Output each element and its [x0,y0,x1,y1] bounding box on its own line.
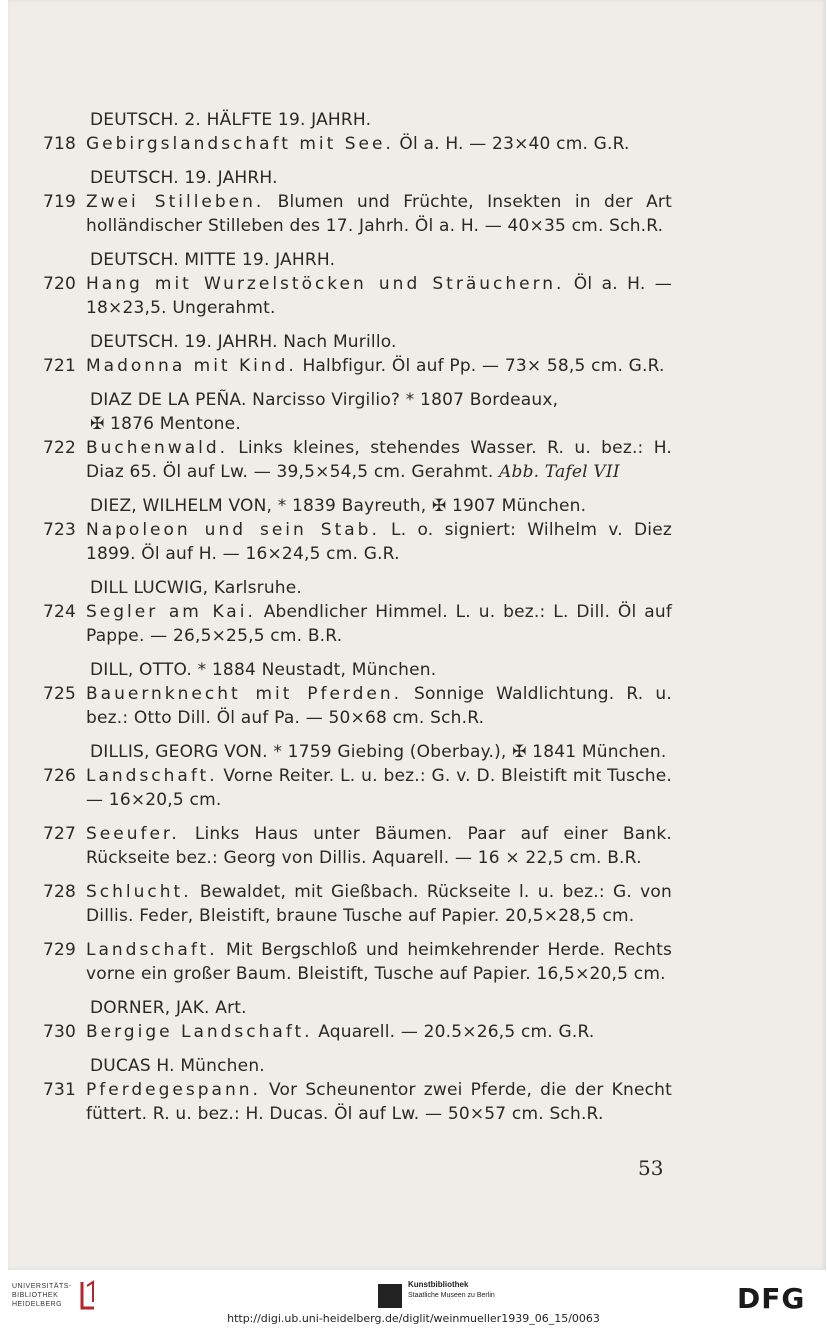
artist-heading: DILL LUCWIG, Karlsruhe. [90,578,303,598]
spacer [8,648,826,658]
lot-title: Hang mit Wurzelstöcken und Sträuchern. [86,274,565,294]
artist-heading: DORNER, JAK. Art. [90,998,247,1018]
kb-subtitle: Staatliche Museen zu Berlin [408,1292,495,1299]
lot-number: 718 [42,134,76,154]
lot-description [86,272,672,320]
lot-title: Landschaft. [86,940,218,960]
catalog-entries [8,108,826,1126]
catalog-entry [8,518,826,566]
lot-title: Bergige Landschaft. [86,1022,313,1042]
lot-description [86,938,672,986]
lot-description [86,880,672,928]
artist-heading: DILLIS, GEORG VON. * 1759 Giebing (Oberbay.), ✠ 1841 München. [90,742,667,762]
kb-name: Kunstbibliothek [408,1280,469,1289]
artist-block [8,320,826,378]
catalog-entry [8,272,826,320]
lot-number: 719 [42,192,76,212]
dfg-logo: DFG [737,1282,806,1315]
lot-description [86,354,672,378]
lot-details: Öl a. H. — 23×40 cm. G.R. [399,134,630,154]
lot-description [86,132,672,156]
lot-details: Links Haus unter Bäumen. Paar auf einer Bank. Rückseite bez.: Georg von Dillis. Aquarell. — 16 × 22,5 cm. B.R. [86,824,672,868]
artist-block [8,156,826,238]
lot-title: Pferdegespann. [86,1080,261,1100]
lot-details: Abendlicher Himmel. L. u. bez.: L. Dill. Öl auf Pappe. — 26,5×25,5 cm. B.R. [86,602,673,646]
spacer [8,986,826,996]
lot-number: 725 [42,684,76,704]
catalog-entry [8,822,826,870]
catalog-entry [8,880,826,928]
lot-title: Napoleon und sein Stab. [86,520,380,540]
artist-block [8,378,826,484]
artist-heading: DEUTSCH. MITTE 19. JAHRH. [90,250,336,270]
spacer [8,378,826,388]
catalog-entry [8,682,826,730]
lot-title: Zwei Stilleben. [86,192,265,212]
lot-title: Seeufer. [86,824,180,844]
lot-title: Gebirgslandschaft mit See. [86,134,394,154]
lot-number: 728 [42,882,76,902]
kunstbibliothek-mark-icon [378,1284,402,1308]
artist-heading-cont: ✠ 1876 Mentone. [90,414,241,434]
artist-block [8,986,826,1044]
lot-description [86,682,672,730]
lot-title: Buchenwald. [86,438,229,458]
lot-title: Madonna mit Kind. [86,356,297,376]
artist-heading: DEUTSCH. 19. JAHRH. [90,168,278,188]
catalog-entry [8,190,826,238]
lot-description [86,600,672,648]
lot-title: Landschaft. [86,766,218,786]
artist-heading: DILL, OTTO. * 1884 Neustadt, München. [90,660,437,680]
catalog-entry [8,354,826,378]
lot-number: 722 [42,438,76,458]
artist-block [8,108,826,156]
artist-heading: DEUTSCH. 19. JAHRH. Nach Murillo. [90,332,397,352]
lot-number: 731 [42,1080,76,1100]
lot-number: 720 [42,274,76,294]
spacer [8,566,826,576]
lot-number: 730 [42,1022,76,1042]
catalog-entry [8,132,826,156]
artist-block [8,484,826,566]
lot-details: Links kleines, stehendes Wasser. R. u. bez.: H. Diaz 65. Öl auf Lw. — 39,5×54,5 cm. Gerahmt. [86,438,672,482]
lot-details: Vorne Reiter. L. u. bez.: G. v. D. Bleistift mit Tusche. — 16×20,5 cm. [86,766,673,810]
spacer [8,1044,826,1054]
lot-details: Blumen und Früchte, Insekten in der Art holländischer Stilleben des 17. Jahrh. Öl a. H. — 40×35 cm. Sch.R. [86,192,672,236]
artist-block [8,648,826,730]
lot-description [86,1020,672,1044]
heidelberg-logo-icon [78,1278,98,1312]
artist-block [8,238,826,320]
lot-details: Halbfigur. Öl auf Pp. — 73× 58,5 cm. G.R. [302,356,665,376]
lot-details: L. o. signiert: Wilhelm v. Diez 1899. Öl auf H. — 16×24,5 cm. G.R. [86,520,672,564]
artist-heading: DIEZ, WILHELM VON, * 1839 Bayreuth, ✠ 1907 München. [90,496,587,516]
lot-description [86,1078,672,1126]
catalog-entry [8,1078,826,1126]
lot-number: 726 [42,766,76,786]
university-library-label [12,1282,72,1309]
catalog-entry [8,764,826,812]
lot-details: Vor Scheunentor zwei Pferde, die der Knecht füttert. R. u. bez.: H. Ducas. Öl auf Lw. — 50×57 cm. Sch.R. [86,1080,672,1124]
lot-details: Bewaldet, mit Gießbach. Rückseite l. u. bez.: G. von Dillis. Feder, Bleistift, braune Tusche auf Papier. 20,5×28,5 cm. [86,882,672,926]
scanned-page [8,0,826,1270]
lot-description [86,436,672,484]
lot-title: Segler am Kai. [86,602,256,622]
catalog-entry [8,938,826,986]
spacer [8,484,826,494]
lot-details: Aquarell. — 20.5×26,5 cm. G.R. [318,1022,595,1042]
lot-description [86,518,672,566]
lot-number: 723 [42,520,76,540]
spacer [8,238,826,248]
university-line-2: BIBLIOTHEK [12,1292,59,1299]
lot-description [86,764,672,812]
university-line-1: UNIVERSITÄTS- [12,1283,72,1290]
university-line-3: HEIDELBERG [12,1301,63,1308]
lot-details: Öl a. H. — 18×23,5. Ungerahmt. [86,274,672,318]
lot-details: Mit Bergschloß und heimkehrender Herde. Rechts vorne ein großer Baum. Bleistift, Tusche auf Papier. 16,5×20,5 cm. [86,940,673,984]
footer-bar [0,1270,827,1329]
page-number: 53 [638,1156,664,1180]
lot-number: 729 [42,940,76,960]
plate-reference: Abb. Tafel VII [499,462,620,482]
spacer [8,730,826,740]
catalog-entry [8,1020,826,1044]
lot-description [86,822,672,870]
lot-title: Bauernknecht mit Pferden. [86,684,403,704]
artist-heading: DIAZ DE LA PEÑA. Narcisso Virgilio? * 1807 Bordeaux, [90,390,559,410]
artist-block [8,1044,826,1126]
lot-details: Sonnige Waldlichtung. R. u. bez.: Otto Dill. Öl auf Pa. — 50×68 cm. Sch.R. [86,684,673,728]
artist-block [8,730,826,986]
catalog-entry [8,600,826,648]
spacer [8,156,826,166]
lot-title: Schlucht. [86,882,192,902]
lot-description [86,190,672,238]
source-url[interactable]: http://digi.ub.uni-heidelberg.de/diglit/weinmueller1939_06_15/0063 [227,1312,600,1325]
artist-heading: DUCAS H. München. [90,1056,265,1076]
lot-number: 721 [42,356,76,376]
catalog-entry [8,436,826,484]
artist-heading: DEUTSCH. 2. HÄLFTE 19. JAHRH. [90,110,372,130]
lot-number: 724 [42,602,76,622]
artist-block [8,566,826,648]
lot-number: 727 [42,824,76,844]
spacer [8,320,826,330]
